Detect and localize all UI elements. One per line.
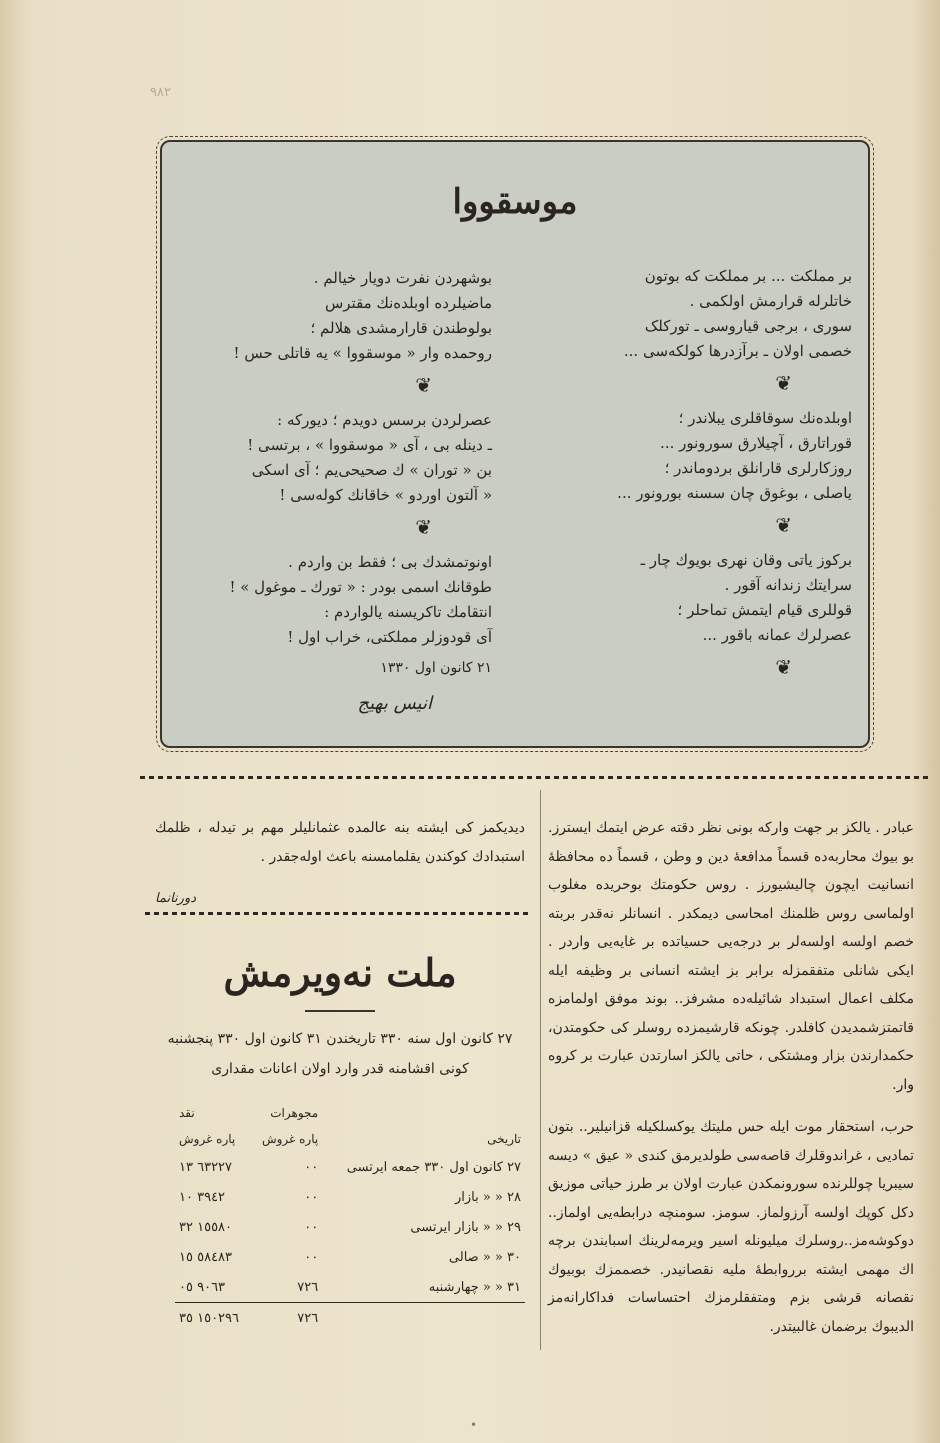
column-header-cash: نقد bbox=[179, 1106, 195, 1120]
poem-line: برکوز یاتی وقان نهری بویوك چار ـ bbox=[640, 551, 852, 569]
poem-line: ماضیلرده اوبلده‌نك مقترس bbox=[324, 294, 492, 312]
column-header-jewelry: مجوهرات bbox=[270, 1106, 319, 1120]
poem-line: سوری ، برجی قیاروسی ـ تورکلک bbox=[644, 317, 852, 335]
column-rule bbox=[540, 790, 541, 1350]
poem-line: سرایتك زندانه آقور . bbox=[724, 576, 852, 594]
stanza bbox=[592, 548, 852, 648]
poem-line: اونوتمشدك بی ؛ فقط بن واردم . bbox=[288, 553, 492, 571]
row-cash: ٩۰٦٣ ۰٥ bbox=[179, 1279, 226, 1295]
table-row bbox=[175, 1212, 525, 1242]
row-cash: ٥٨٤٨٣ ۱٥ bbox=[179, 1249, 233, 1265]
table-row bbox=[175, 1152, 525, 1182]
poem-line: بوشهردن نفرت دویار خیالم . bbox=[313, 269, 492, 287]
poem-line: روزکارلری قارانلق بردوماندر ؛ bbox=[664, 459, 852, 477]
poem-line: بولوطندن قارارمشدی هلالم ؛ bbox=[310, 319, 492, 337]
table-subheader-row bbox=[175, 1126, 525, 1152]
table-header-row bbox=[175, 1100, 525, 1126]
stanza bbox=[202, 550, 492, 650]
row-cash: ٦٣٢٢٧ ۱۳ bbox=[179, 1159, 233, 1175]
row-jewelry: ۰۰ bbox=[304, 1249, 319, 1265]
poem-author-signature: انیس بهیج bbox=[357, 693, 432, 714]
table-row bbox=[175, 1272, 525, 1303]
poem-column-right bbox=[592, 264, 852, 690]
poem-line: خصمی اولان ـ برآزدرها کولکه‌سی ... bbox=[623, 342, 852, 360]
poem-line: انتقامك تاکریسنه یالواردم : bbox=[324, 603, 492, 621]
poem-line: روحمده وار « موسقووا » یه قاتلی حس ! bbox=[233, 344, 492, 362]
row-jewelry: ۰۰ bbox=[304, 1159, 319, 1175]
title-rule bbox=[305, 1010, 375, 1012]
article-paragraph: دیدیکمز کی ایشته بنه عالمده عثمانلیلر مهم بر تیدله ، ظلمك استبدادك کوکندن یقلمامسنه باعث اوله‌جقدر . bbox=[155, 820, 525, 865]
bottom-dot: • bbox=[470, 1418, 478, 1432]
column-subheader-cash: پاره غروش bbox=[179, 1132, 236, 1146]
stanza bbox=[592, 406, 852, 506]
poem-line: آی قودوزلر مملکتی، خراب اول ! bbox=[287, 628, 492, 646]
page-number: ٩٨٢ bbox=[150, 85, 171, 100]
row-cash: ٣٩٤٢ ۱۰ bbox=[179, 1189, 226, 1205]
row-date: ۲۷ کانون اول ۳۳۰ جمعه ایرتسی bbox=[346, 1159, 521, 1175]
poem-line: قوراتارق ، آچیلارق سورونور ... bbox=[660, 434, 852, 452]
stanza bbox=[202, 408, 492, 508]
row-jewelry: ۰۰ bbox=[304, 1219, 319, 1235]
article-left-column bbox=[155, 814, 525, 914]
poem-line: بن « توران » ك صحیحی‌یم ؛ آی اسکی bbox=[251, 461, 492, 479]
leaf-ornament-icon: ❦ bbox=[775, 371, 792, 395]
row-cash: ۱٥٥٨۰ ۳۲ bbox=[179, 1219, 233, 1235]
table-row bbox=[175, 1242, 525, 1272]
leaf-ornament-icon: ❦ bbox=[415, 373, 432, 397]
total-cash: ۱٥۰٢٩٦ ۳٥ bbox=[175, 1303, 251, 1334]
donations-table bbox=[175, 1100, 525, 1333]
row-date: ۲۸ « « بازار bbox=[454, 1189, 521, 1205]
column-header-date bbox=[322, 1100, 525, 1126]
column-header-date-label: تاریخی bbox=[487, 1132, 521, 1146]
table-row bbox=[175, 1182, 525, 1212]
donations-title: ملت نه‌ویرمش bbox=[223, 950, 457, 995]
row-date: ۲۹ « « بازار ایرتسی bbox=[410, 1219, 521, 1235]
row-date: ۳۱ « « چهارشنبه bbox=[428, 1279, 521, 1295]
poem-line: اوبلده‌نك سوقاقلری یبلاندر ؛ bbox=[678, 409, 852, 427]
column-subheader-jewelry: پاره غروش bbox=[261, 1132, 319, 1146]
donations-intro: ۲۷ کانون اول سنه ۳۳۰ تاریخندن ۳۱ کانون اول ۳۳۰ پنجشنبه کونی اقشامنه قدر وارد اولان اعانات مقداری bbox=[167, 1031, 513, 1077]
poem-line: عصرلردن برسس دویدم ؛ دیورکه : bbox=[277, 411, 492, 429]
poem-title: موسقووا bbox=[452, 182, 578, 222]
poem-line: بر مملکت ... بر مملکت که بوتون bbox=[644, 267, 852, 285]
poem-line: ـ دینله بی ، آی « موسقووا » ، برتسی ! bbox=[247, 436, 492, 454]
row-jewelry: ۰۰ bbox=[304, 1189, 319, 1205]
stanza bbox=[202, 266, 492, 366]
total-label bbox=[322, 1303, 525, 1334]
leaf-ornament-icon: ❦ bbox=[775, 513, 792, 537]
article-paragraph: حرب، استحقار موت ایله حس ملیتك یوکسلکیله قزانیلیر.. بتون تمادیی ، غراندوقلرك قاصه‌سی طولدیرمق کندی « عیق » دیسه سیبریا چوللرنده سورونمکدن عبارت اولان بر طرز حیاتی موزیق دکل کوپك اولسه آرزولماز. سومز. سومنچه درابطه‌یی اولماز.. دوکوشه‌مز..روسلرك میلیونله اسیر ویرمه‌لرینك اسبابندن برچه‌ اك مهمی ایشته برروابطهٔ ملیه نقصانیدر. خصممزك بوبیوك نقصانه قرشی بزم ومتفقلرمزك احتساسات فداکارانه‌مز الدیبوك برضمان غالبیتدر. bbox=[548, 1119, 914, 1335]
poem-line: طوقانك اسمی بودر : « تورك ـ موغول » ! bbox=[229, 578, 492, 596]
poem-date: ۲۱ کانون اول ۱۳۳۰ bbox=[380, 660, 492, 676]
row-date: ۳۰ « « صالی bbox=[448, 1249, 521, 1265]
article-paragraph: عبادر . یالکز بر جهت وارکه بونی نظر دقته عرض ایتمك ایسترز. بو بیوك محاربه‌ده قسماً مدافعهٔ دین و وطن ، قسماً ده محافظهٔ انسانیت ایچون چالیشیورز . روس حکومتك بوحریده مغلوب اولماسی روس ظلمنك امحاسی دیمکدر . انسانلر نه‌قدر بربته خصم اولسه اولسه‌لر بر درجه‌یی حسیاتده بر غایه‌یی واردر . ایکی شانلی متفقمزله برابر بز ایشته انسانی بر وظیفه ایله مکلف اعمال استبداد شائیله‌ده مشرفز.. بوند موفق اولمامزه قاتمتزشمدیدن کافلدر. چونکه قارشیمزده روسلر کی حکومتدن، حکمدارندن بزار ومشتکی ، حاتی یالکز اسارتدن عبارت بر کروه وار. bbox=[548, 820, 914, 1093]
section-divider bbox=[140, 776, 930, 779]
leaf-ornament-icon: ❦ bbox=[775, 655, 792, 679]
leaf-ornament-icon: ❦ bbox=[415, 515, 432, 539]
article-right-column bbox=[548, 814, 914, 1355]
stanza bbox=[592, 264, 852, 364]
poem-line: خاتلرله قرارمش اولکمی . bbox=[689, 292, 852, 310]
poem-line: یاصلی ، بوغوق چان سسنه بورونور ... bbox=[617, 484, 852, 502]
poem-column-left bbox=[202, 266, 492, 716]
section-divider bbox=[145, 912, 530, 915]
poem-line: عصرلرك عمانه باقور ... bbox=[702, 626, 852, 644]
table-total-row bbox=[175, 1303, 525, 1334]
row-jewelry: ۷۲٦ bbox=[297, 1279, 319, 1295]
poem-frame bbox=[160, 140, 870, 748]
article-signature: دورنانما bbox=[155, 891, 197, 906]
total-jewelry: ۷۲٦ bbox=[251, 1303, 322, 1334]
poem-line: « آلتون اوردو » خاقانك کوله‌سی ! bbox=[279, 486, 492, 504]
poem-line: قوللری قیام ایتمش تماحلر ؛ bbox=[677, 601, 852, 619]
